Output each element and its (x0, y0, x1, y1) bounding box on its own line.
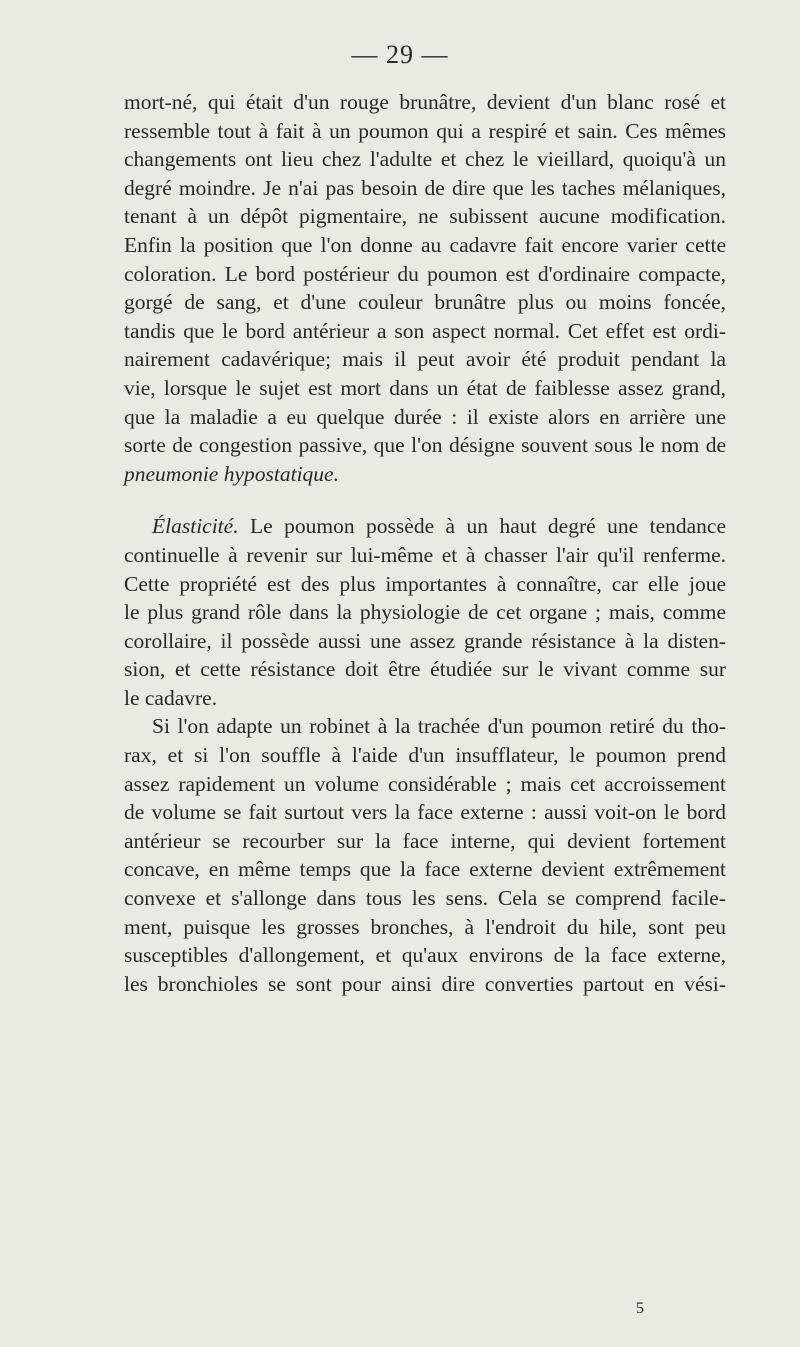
text-line: Cette propriété est des plus importantes à connaître, car elle joue (124, 571, 726, 596)
text-line: susceptibles d'allongement, et qu'aux environs de la face externe, (124, 943, 726, 968)
text-line (124, 512, 726, 541)
text-line: tenant à un dépôt pigmentaire, ne subissent aucune modification. (124, 204, 726, 229)
text-line: que la maladie a eu quelque durée : il existe alors en arrière une (124, 404, 726, 429)
text-line: convexe et s'allonge dans tous les sens. Cela se comprend facile- (124, 886, 726, 911)
text-run: Le poumon possède à un haut degré une tendance (238, 514, 726, 539)
text-line: ressemble tout à fait à un poumon qui a respiré et sain. Ces mêmes (124, 118, 726, 143)
paragraph-gap (124, 488, 726, 512)
paragraph-2 (124, 512, 726, 712)
text-line: le cadavre. (124, 685, 218, 710)
text-line: changements ont lieu chez l'adulte et chez le vieillard, quoiqu'à un (124, 147, 726, 172)
text-line: vie, lorsque le sujet est mort dans un état de faiblesse assez grand, (124, 375, 726, 400)
body-text (124, 88, 726, 998)
text-line: de volume se fait surtout vers la face externe : aussi voit-on le bord (124, 800, 726, 825)
paragraph-1 (124, 88, 726, 488)
text-line: Enfin la position que l'on donne au cadavre fait encore varier cette (124, 232, 726, 257)
text-line: degré moindre. Je n'ai pas besoin de dire que les taches mélaniques, (124, 175, 726, 200)
text-line: rax, et si l'on souffle à l'aide d'un insufflateur, le poumon prend (124, 743, 726, 768)
paragraph-3 (124, 712, 726, 998)
page-number: — 29 — (351, 40, 449, 69)
text-line: sion, et cette résistance doit être étudiée sur le vivant comme sur (124, 657, 726, 682)
text-line: le plus grand rôle dans la physiologie de cet organe ; mais, comme (124, 600, 726, 625)
text-line-italic: pneumonie hypostatique. (124, 461, 339, 486)
text-line: Si l'on adapte un robinet à la trachée d'un poumon retiré du tho- (152, 714, 726, 739)
text-line: continuelle à revenir sur lui-même et à chasser l'air qu'il renferme. (124, 542, 726, 567)
text-line: corollaire, il possède aussi une assez grande résistance à la disten- (124, 628, 726, 653)
signature-mark: 5 (636, 1300, 644, 1317)
text-line: gorgé de sang, et d'une couleur brunâtre plus ou moins foncée, (124, 290, 726, 315)
text-line: ment, puisque les grosses bronches, à l'endroit du hile, sont peu (124, 914, 726, 939)
text-line: mort-né, qui était d'un rouge brunâtre, devient d'un blanc rosé et (124, 90, 726, 114)
section-heading: Élasticité. (152, 514, 239, 539)
text-line: assez rapidement un volume considérable ; mais cet accroissement (124, 771, 726, 796)
text-line: sorte de congestion passive, que l'on désigne souvent sous le nom de (124, 433, 726, 458)
text-line: nairement cadavérique; mais il peut avoir été produit pendant la (124, 347, 726, 372)
text-line: tandis que le bord antérieur a son aspect normal. Cet effet est ordi- (124, 318, 726, 343)
text-line: concave, en même temps que la face externe devient extrêmement (124, 857, 726, 882)
text-line: coloration. Le bord postérieur du poumon est d'ordinaire compacte, (124, 261, 726, 286)
text-line: antérieur se recourber sur la face interne, qui devient fortement (124, 828, 726, 853)
text-line: les bronchioles se sont pour ainsi dire converties partout en vési- (124, 971, 726, 996)
